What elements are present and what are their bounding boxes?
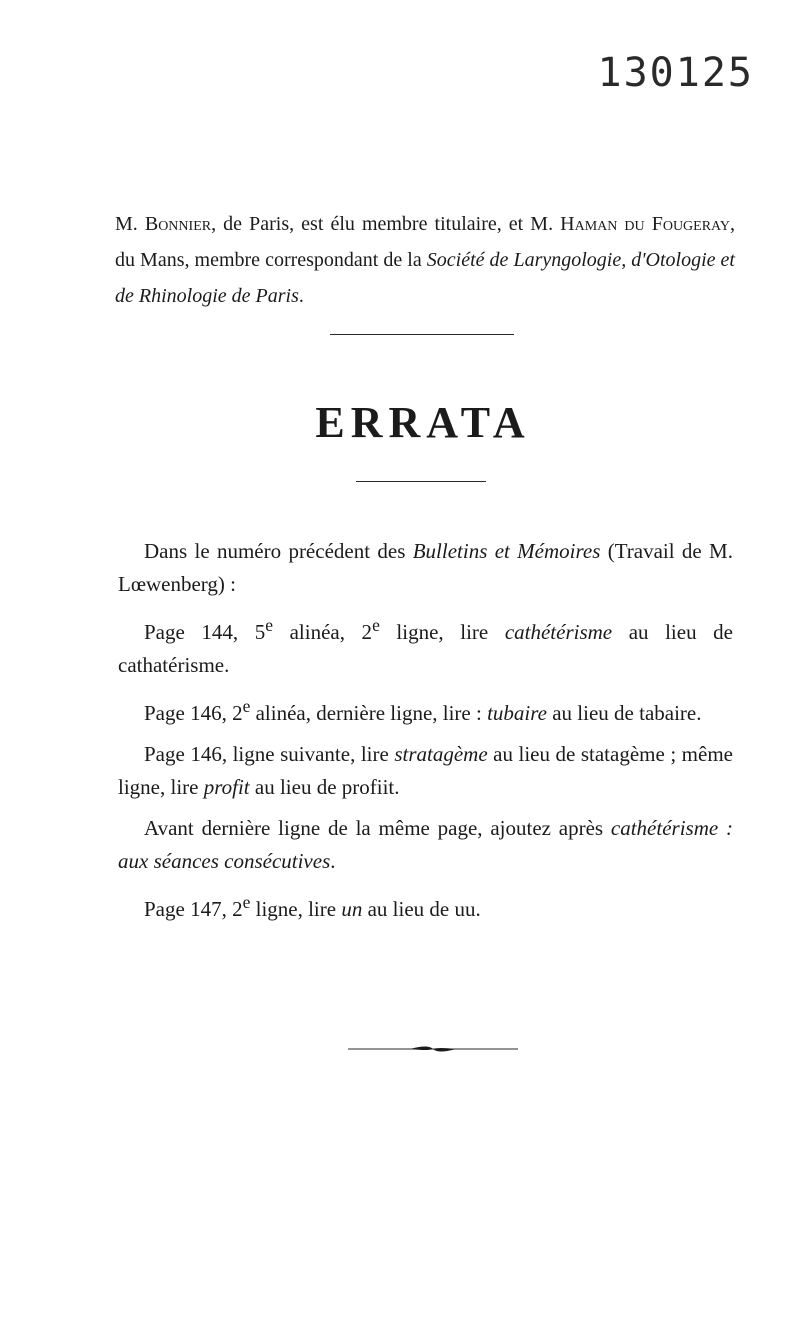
announcement-end: . — [298, 285, 304, 307]
errata-item: Page 146, ligne suivante, lire stratagème au lieu de statagème ; même ligne, lire profit au lieu de profiit. — [118, 742, 733, 799]
membership-announcement — [115, 206, 735, 314]
tail-ornament — [348, 1042, 518, 1056]
society-name: Société de Laryngologie, d'Otologie et de Rhinologie de Paris — [115, 249, 735, 307]
errata-title: ERRATA — [315, 398, 531, 447]
divider-rule — [330, 334, 514, 335]
errata-intro: Dans le numéro précédent des Bulletins et Mémoires (Travail de M. Lœwenberg) : — [118, 539, 733, 596]
announcement-text-2: , du Mans, membre correspondant de la — [115, 213, 735, 271]
divider-rule — [356, 481, 486, 482]
errata-item: Page 144, 5e alinéa, 2e ligne, lire cathétérisme au lieu de cathatérisme. — [118, 615, 733, 677]
archive-stamp-number: 130125 — [597, 50, 754, 96]
journal-title: Bulletins et Mémoires — [412, 539, 601, 563]
member-name-haman: Haman du Fougeray — [560, 213, 730, 235]
errata-item: Page 147, 2e ligne, lire un au lieu de uu. — [144, 892, 481, 921]
member-name-bonnier: Bonnier — [144, 213, 212, 235]
announcement-prefix: M. — [115, 213, 145, 235]
errata-list — [118, 535, 733, 934]
errata-item: Avant dernière ligne de la même page, ajoutez après cathétérisme : aux séances consécutives. — [118, 816, 734, 873]
announcement-text-1: , de Paris, est élu membre titulaire, et M. — [211, 213, 561, 235]
errata-item: Page 146, 2e alinéa, dernière ligne, lire : tubaire au lieu de tabaire. — [144, 696, 702, 725]
